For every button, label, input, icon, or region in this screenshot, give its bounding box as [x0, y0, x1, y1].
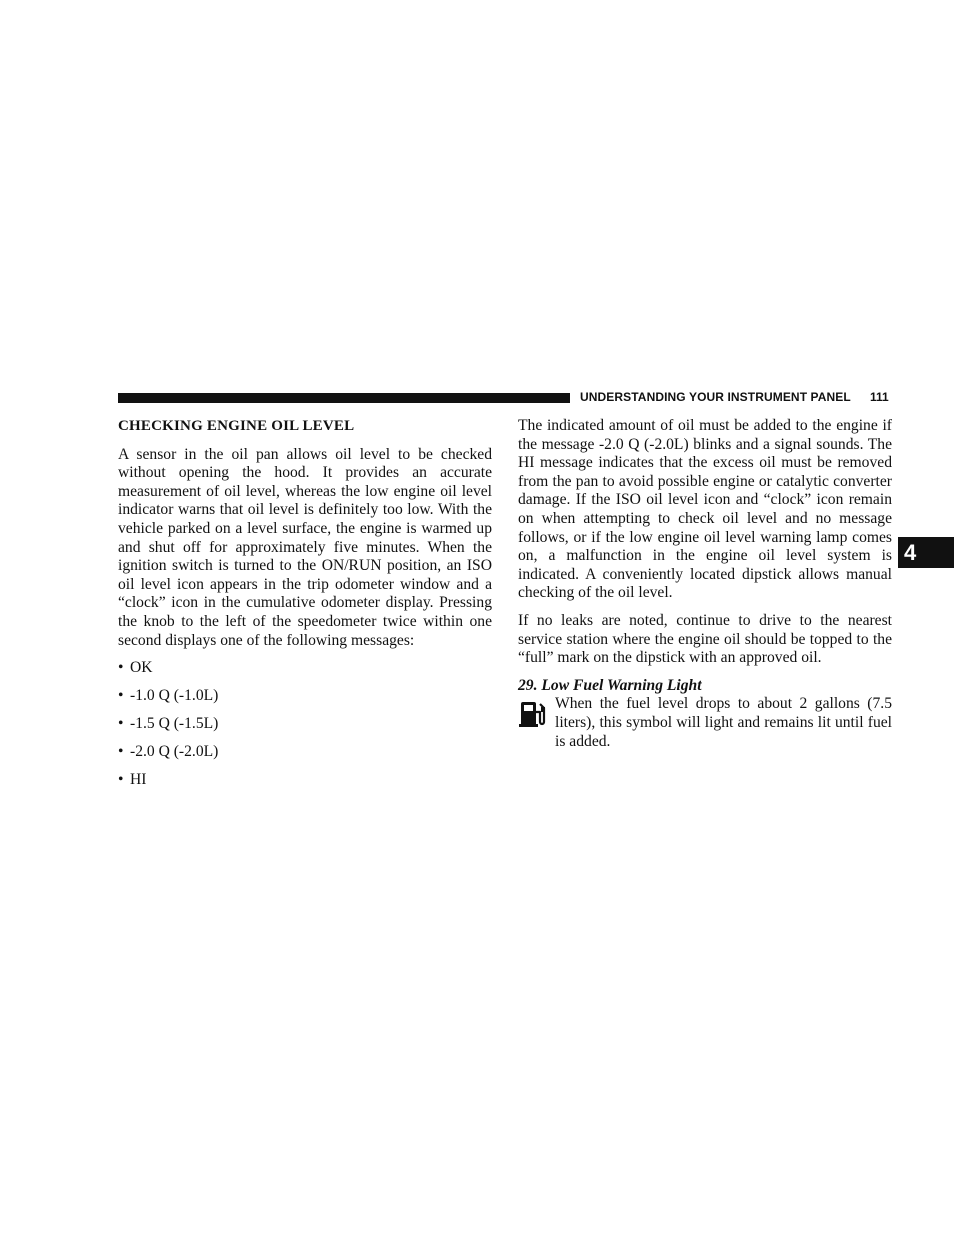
running-header-title: UNDERSTANDING YOUR INSTRUMENT PANEL — [580, 390, 851, 404]
list-item-label: -2.0 Q (-2.0L) — [130, 743, 219, 761]
list-item — [118, 687, 492, 706]
fuel-pump-icon — [518, 699, 548, 729]
bullet-glyph: • — [118, 659, 124, 677]
low-fuel-paragraph: When the fuel level drops to about 2 gallons (7.5 liters), this symbol will light and remains lit until fuel is added. — [555, 695, 892, 750]
list-item — [118, 715, 492, 734]
page-number: 111 — [870, 390, 889, 404]
list-item — [118, 771, 492, 790]
bullet-glyph: • — [118, 771, 124, 789]
bullet-glyph: • — [118, 687, 124, 705]
oil-added-paragraph: The indicated amount of oil must be added to the engine if the message -2.0 Q (-2.0L) blinks and a signal sounds. The HI message indicates that the excess oil must be removed from the pan to avoid possible engine or catalytic converter damage. If the ISO oil level icon and “clock” icon remain on when attempting to check oil level and no message follows, or if the low engine oil level warning lamp comes on, a malfunction in the engine oil level system is indicated. A conveniently located dipstick allows manual checking of the oil level. — [518, 417, 892, 602]
right-column — [518, 417, 892, 751]
list-item-label: -1.5 Q (-1.5L) — [130, 715, 219, 733]
list-item — [118, 659, 492, 678]
oil-sensor-paragraph: A sensor in the oil pan allows oil level to be checked without opening the hood. It provides an accurate measurement of oil level, whereas the low engine oil level indicator warns that oil level is definitely too low. With the vehicle parked on a level surface, the engine is warmed up and shut off for approximately five minutes. When the ignition switch is turned to the ON/RUN position, an ISO oil level icon appears in the trip odometer window and a “clock” icon in the cumulative odometer display. Pressing the knob to the left of the speedometer twice within one second displays one of the following messages: — [118, 445, 492, 649]
oil-message-list — [118, 659, 492, 790]
low-fuel-block — [518, 695, 892, 751]
low-fuel-subheading: 29. Low Fuel Warning Light — [518, 676, 702, 694]
list-item — [118, 743, 492, 762]
left-column — [118, 417, 492, 799]
bullet-glyph: • — [118, 743, 124, 761]
list-item-label: HI — [130, 771, 147, 789]
section-heading: CHECKING ENGINE OIL LEVEL — [118, 418, 355, 434]
chapter-tab: 4 — [898, 537, 954, 568]
list-item-label: -1.0 Q (-1.0L) — [130, 687, 219, 705]
header-rule — [118, 393, 570, 403]
bullet-glyph: • — [118, 715, 124, 733]
list-item-label: OK — [130, 659, 153, 677]
no-leaks-paragraph: If no leaks are noted, continue to drive to the nearest service station where the engine oil should be topped to the “full” mark on the dipstick with an approved oil. — [518, 611, 892, 667]
